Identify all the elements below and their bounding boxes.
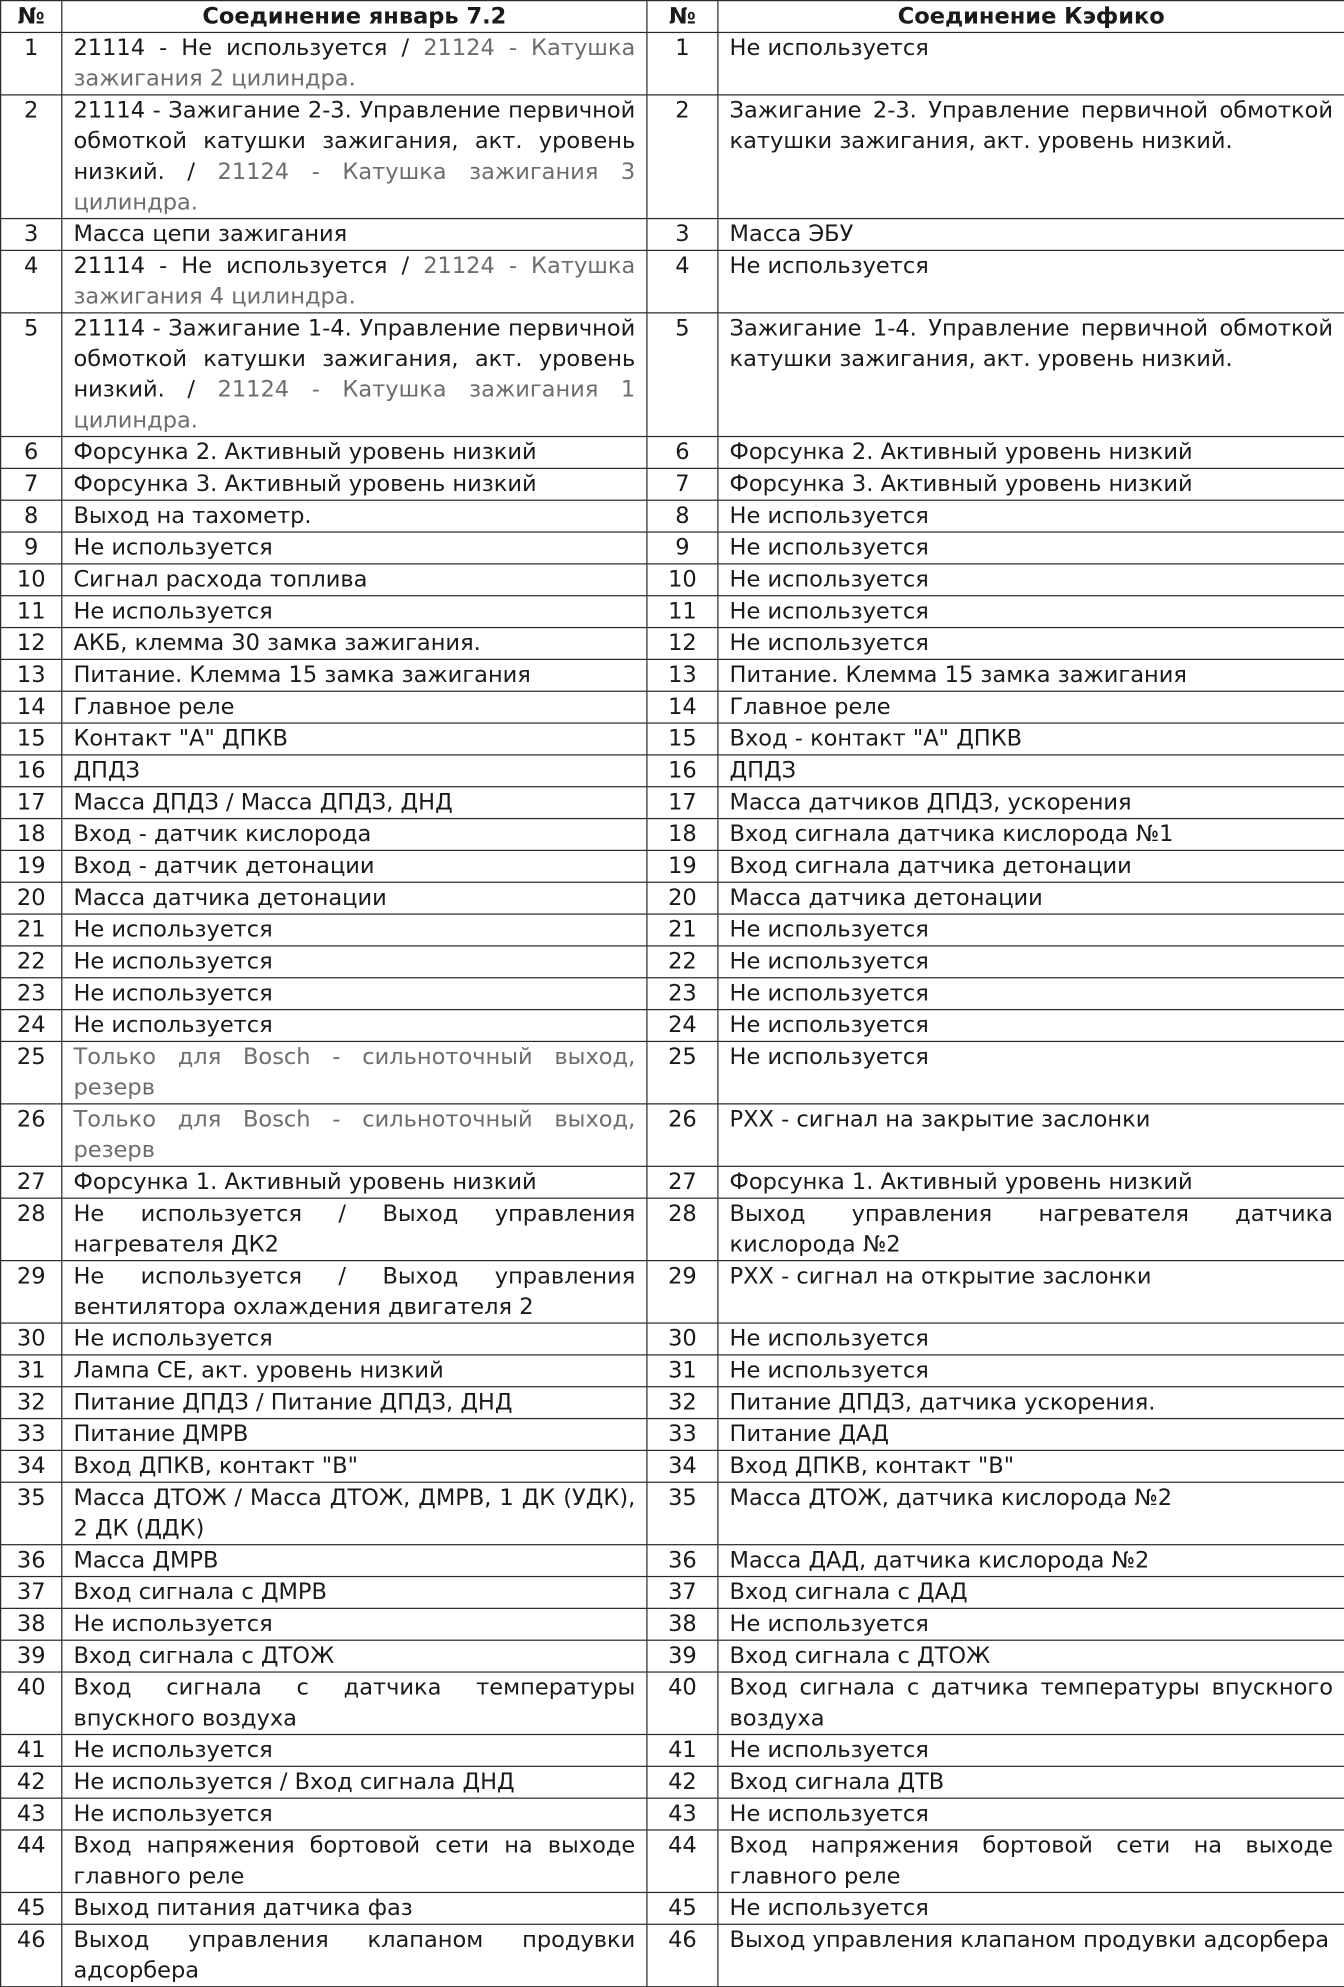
table-row <box>1 1608 1344 1640</box>
kefico-connection-description: РХХ - сигнал на открытие заслонки <box>718 1261 1344 1323</box>
pin-number-january: 24 <box>1 1010 62 1042</box>
description-text: Не используется <box>73 598 273 625</box>
table-row <box>1 313 1344 437</box>
header-num-left: № <box>1 1 62 33</box>
january-connection-description <box>62 564 647 596</box>
january-connection-description <box>62 313 647 437</box>
kefico-connection-description: Не используется <box>718 1798 1344 1830</box>
kefico-connection-description: Не используется <box>718 1734 1344 1766</box>
kefico-connection-description: Масса ДТОЖ, датчика кислорода №2 <box>718 1482 1344 1544</box>
table-row <box>1 1104 1344 1166</box>
pin-number-kefico: 36 <box>647 1545 718 1577</box>
table-row <box>1 914 1344 946</box>
pin-number-kefico: 3 <box>647 219 718 251</box>
description-text: Выход на тахометр. <box>73 503 312 529</box>
table-row <box>1 1450 1344 1482</box>
pin-number-kefico: 18 <box>647 819 718 851</box>
pin-number-kefico: 21 <box>647 914 718 946</box>
january-connection-description <box>62 1198 647 1260</box>
kefico-connection-description: Питание. Клемма 15 замка зажигания <box>718 659 1344 691</box>
pin-number-january: 16 <box>1 755 62 787</box>
table-row <box>1 1924 1344 1986</box>
description-text: 21114 - Не используется / <box>73 253 424 280</box>
description-text: Не используется <box>73 980 273 1007</box>
pin-number-kefico: 6 <box>647 437 718 469</box>
pin-number-kefico: 24 <box>647 1010 718 1042</box>
january-connection-description <box>62 978 647 1010</box>
variant-note-text: Только для Bosch - сильноточный выход, резерв <box>73 1106 636 1164</box>
variant-note-text: 21124 - Катушка зажигания 3 цилиндра. <box>73 159 636 216</box>
kefico-connection-description: Форсунка 3. Активный уровень низкий <box>718 468 1344 500</box>
table-row <box>1 882 1344 914</box>
january-connection-description <box>62 659 647 691</box>
description-text: Масса ДМРВ <box>73 1547 219 1574</box>
kefico-connection-description: Не используется <box>718 1041 1344 1103</box>
january-connection-description <box>62 1419 647 1451</box>
pin-number-kefico: 13 <box>647 659 718 691</box>
january-connection-description <box>62 219 647 251</box>
pin-number-january: 43 <box>1 1798 62 1830</box>
table-row <box>1 1419 1344 1451</box>
pin-number-kefico: 10 <box>647 564 718 596</box>
description-text: Не используется <box>73 948 273 975</box>
january-connection-description <box>62 1798 647 1830</box>
january-connection-description <box>62 532 647 564</box>
pin-number-kefico: 7 <box>647 468 718 500</box>
pin-number-january: 40 <box>1 1672 62 1734</box>
table-row <box>1 1261 1344 1323</box>
description-text: 21114 - Не используется / <box>73 35 424 62</box>
january-connection-description <box>62 596 647 628</box>
pin-number-january: 28 <box>1 1198 62 1260</box>
description-text: Масса датчика детонации <box>73 885 387 912</box>
january-connection-description <box>62 628 647 660</box>
table-row <box>1 1387 1344 1419</box>
january-connection-description <box>62 1166 647 1198</box>
kefico-connection-description: ДПДЗ <box>718 755 1344 787</box>
pin-number-january: 42 <box>1 1766 62 1798</box>
january-connection-description <box>62 95 647 219</box>
table-row <box>1 1166 1344 1198</box>
description-text: Вход сигнала с ДТОЖ <box>73 1643 335 1669</box>
pin-number-january: 18 <box>1 819 62 851</box>
pin-number-kefico: 45 <box>647 1892 718 1924</box>
january-connection-description <box>62 1482 647 1544</box>
description-text: Вход сигнала с датчика температуры впускного воздуха <box>73 1675 636 1732</box>
january-connection-description <box>62 1766 647 1798</box>
table-row <box>1 946 1344 978</box>
pin-number-kefico: 41 <box>647 1734 718 1766</box>
table-row <box>1 978 1344 1010</box>
january-connection-description <box>62 1924 647 1986</box>
description-text: Вход сигнала с ДМРВ <box>73 1579 327 1606</box>
pin-number-kefico: 34 <box>647 1450 718 1482</box>
pin-number-kefico: 31 <box>647 1355 718 1387</box>
january-connection-description <box>62 755 647 787</box>
kefico-connection-description: Питание ДПДЗ, датчика ускорения. <box>718 1387 1344 1419</box>
pin-number-kefico: 11 <box>647 596 718 628</box>
pin-number-january: 2 <box>1 95 62 219</box>
kefico-connection-description: Питание ДАД <box>718 1419 1344 1451</box>
table-row <box>1 1798 1344 1830</box>
table-row <box>1 32 1344 94</box>
table-row <box>1 659 1344 691</box>
kefico-connection-description: Выход управления нагревателя датчика кислорода №2 <box>718 1198 1344 1260</box>
description-text: Питание ДПДЗ / Питание ДПДЗ, ДНД <box>73 1389 513 1416</box>
pin-number-january: 37 <box>1 1577 62 1609</box>
kefico-connection-description: Не используется <box>718 532 1344 564</box>
kefico-connection-description: Зажигание 2-3. Управление первичной обмоткой катушки зажигания, акт. уровень низкий. <box>718 95 1344 219</box>
january-connection-description <box>62 787 647 819</box>
january-connection-description <box>62 1450 647 1482</box>
kefico-connection-description: Вход - контакт "А" ДПКВ <box>718 723 1344 755</box>
table-row <box>1 95 1344 219</box>
pin-number-january: 39 <box>1 1640 62 1672</box>
pin-number-january: 27 <box>1 1166 62 1198</box>
january-connection-description <box>62 946 647 978</box>
pin-number-kefico: 40 <box>647 1672 718 1734</box>
pin-number-kefico: 9 <box>647 532 718 564</box>
description-text: Форсунка 2. Активный уровень низкий <box>73 439 537 466</box>
pin-number-january: 26 <box>1 1104 62 1166</box>
kefico-connection-description: Вход сигнала с датчика температуры впускного воздуха <box>718 1672 1344 1734</box>
pin-number-january: 22 <box>1 946 62 978</box>
pin-number-kefico: 22 <box>647 946 718 978</box>
january-connection-description <box>62 819 647 851</box>
kefico-connection-description: Не используется <box>718 596 1344 628</box>
table-row <box>1 596 1344 628</box>
kefico-connection-description: Вход ДПКВ, контакт "В" <box>718 1450 1344 1482</box>
table-row <box>1 1734 1344 1766</box>
january-connection-description <box>62 1323 647 1355</box>
pin-number-january: 14 <box>1 691 62 723</box>
description-text: Питание. Клемма 15 замка зажигания <box>73 662 531 689</box>
table-row <box>1 1672 1344 1734</box>
description-text: Выход питания датчика фаз <box>73 1895 413 1922</box>
description-text: Форсунка 3. Активный уровень низкий <box>73 471 537 498</box>
january-connection-description <box>62 437 647 469</box>
pin-number-kefico: 23 <box>647 978 718 1010</box>
pin-number-january: 36 <box>1 1545 62 1577</box>
table-row <box>1 755 1344 787</box>
pin-number-kefico: 27 <box>647 1166 718 1198</box>
january-connection-description <box>62 723 647 755</box>
table-row <box>1 628 1344 660</box>
description-text: Не используется <box>73 1326 273 1352</box>
pin-number-january: 35 <box>1 1482 62 1544</box>
pin-number-kefico: 1 <box>647 32 718 94</box>
description-text: Не используется <box>73 1737 273 1764</box>
header-row <box>1 1 1344 33</box>
pin-number-kefico: 20 <box>647 882 718 914</box>
variant-note-text: 21124 - Катушка зажигания 4 цилиндра. <box>73 253 636 310</box>
description-text: Лампа CE, акт. уровень низкий <box>73 1357 444 1384</box>
kefico-connection-description: Масса ЭБУ <box>718 219 1344 251</box>
kefico-connection-description: Не используется <box>718 564 1344 596</box>
table-row <box>1 1482 1344 1544</box>
description-text: Вход - датчик детонации <box>73 853 375 880</box>
kefico-connection-description: Не используется <box>718 32 1344 94</box>
pin-number-january: 3 <box>1 219 62 251</box>
kefico-connection-description: Зажигание 1-4. Управление первичной обмоткой катушки зажигания, акт. уровень низкий. <box>718 313 1344 437</box>
kefico-connection-description: Не используется <box>718 1323 1344 1355</box>
table-row <box>1 787 1344 819</box>
pin-number-january: 15 <box>1 723 62 755</box>
pin-number-kefico: 8 <box>647 500 718 532</box>
pin-number-january: 20 <box>1 882 62 914</box>
january-connection-description <box>62 882 647 914</box>
table-row <box>1 1041 1344 1103</box>
pin-number-january: 44 <box>1 1830 62 1892</box>
pin-number-january: 13 <box>1 659 62 691</box>
pin-number-january: 32 <box>1 1387 62 1419</box>
pin-number-january: 38 <box>1 1608 62 1640</box>
kefico-connection-description: Вход сигнала ДТВ <box>718 1766 1344 1798</box>
pin-number-january: 4 <box>1 250 62 312</box>
kefico-connection-description: Форсунка 2. Активный уровень низкий <box>718 437 1344 469</box>
pin-number-january: 41 <box>1 1734 62 1766</box>
kefico-connection-description: Масса ДАД, датчика кислорода №2 <box>718 1545 1344 1577</box>
pin-number-january: 21 <box>1 914 62 946</box>
january-connection-description <box>62 850 647 882</box>
january-connection-description <box>62 1104 647 1166</box>
kefico-connection-description: Не используется <box>718 1355 1344 1387</box>
kefico-connection-description: Выход управления клапаном продувки адсорбера <box>718 1924 1344 1986</box>
description-text: Не используется / Вход сигнала ДНД <box>73 1769 515 1796</box>
variant-note-text: 21124 - Катушка зажигания 1 цилиндра. <box>73 377 636 434</box>
description-text: ДПДЗ <box>73 757 140 784</box>
table-row <box>1 564 1344 596</box>
pin-number-kefico: 12 <box>647 628 718 660</box>
table-row <box>1 1577 1344 1609</box>
description-text: Не используется <box>73 1611 273 1638</box>
pin-number-january: 25 <box>1 1041 62 1103</box>
description-text: Не используется <box>73 917 273 943</box>
pin-number-january: 33 <box>1 1419 62 1451</box>
kefico-connection-description: Не используется <box>718 628 1344 660</box>
january-connection-description <box>62 1830 647 1892</box>
kefico-connection-description: Вход сигнала датчика кислорода №1 <box>718 819 1344 851</box>
pin-number-january: 7 <box>1 468 62 500</box>
header-title-left: Соединение январь 7.2 <box>62 1 647 33</box>
table-row <box>1 219 1344 251</box>
pin-number-kefico: 46 <box>647 1924 718 1986</box>
pin-number-january: 1 <box>1 32 62 94</box>
january-connection-description <box>62 1010 647 1042</box>
header-title-right: Соединение Кэфико <box>718 1 1344 33</box>
description-text: Не используется / Выход управления нагревателя ДК2 <box>73 1201 636 1258</box>
pin-number-kefico: 39 <box>647 1640 718 1672</box>
description-text: Не используется <box>73 1801 273 1827</box>
table-body <box>1 32 1344 1986</box>
table-row <box>1 723 1344 755</box>
description-text: Контакт "А" ДПКВ <box>73 726 288 752</box>
pin-number-january: 5 <box>1 313 62 437</box>
kefico-connection-description: Вход напряжения бортовой сети на выходе главного реле <box>718 1830 1344 1892</box>
table-row <box>1 1355 1344 1387</box>
january-connection-description <box>62 914 647 946</box>
kefico-connection-description: Вход сигнала с ДТОЖ <box>718 1640 1344 1672</box>
table-row <box>1 532 1344 564</box>
january-connection-description <box>62 1608 647 1640</box>
table-row <box>1 691 1344 723</box>
pin-number-kefico: 32 <box>647 1387 718 1419</box>
description-text: Главное реле <box>73 694 235 720</box>
kefico-connection-description: Главное реле <box>718 691 1344 723</box>
kefico-connection-description: Масса датчика детонации <box>718 882 1344 914</box>
pin-number-january: 45 <box>1 1892 62 1924</box>
description-text: Сигнал расхода топлива <box>73 566 368 593</box>
pin-number-january: 11 <box>1 596 62 628</box>
pin-number-kefico: 4 <box>647 250 718 312</box>
kefico-connection-description: Не используется <box>718 1608 1344 1640</box>
description-text: Масса ДПДЗ / Масса ДПДЗ, ДНД <box>73 789 453 816</box>
description-text: Питание ДМРВ <box>73 1421 249 1448</box>
january-connection-description <box>62 1640 647 1672</box>
january-connection-description <box>62 1041 647 1103</box>
pin-number-january: 17 <box>1 787 62 819</box>
kefico-connection-description: Форсунка 1. Активный уровень низкий <box>718 1166 1344 1198</box>
pin-number-january: 23 <box>1 978 62 1010</box>
pin-number-january: 31 <box>1 1355 62 1387</box>
table-row <box>1 250 1344 312</box>
pin-number-kefico: 38 <box>647 1608 718 1640</box>
table-row <box>1 1830 1344 1892</box>
pin-number-kefico: 2 <box>647 95 718 219</box>
table-row <box>1 500 1344 532</box>
table-row <box>1 1323 1344 1355</box>
kefico-connection-description: Масса датчиков ДПДЗ, ускорения <box>718 787 1344 819</box>
kefico-connection-description: Не используется <box>718 946 1344 978</box>
pin-number-kefico: 15 <box>647 723 718 755</box>
kefico-connection-description: Не используется <box>718 978 1344 1010</box>
description-text: Форсунка 1. Активный уровень низкий <box>73 1169 537 1196</box>
description-text: Вход - датчик кислорода <box>73 821 372 848</box>
table-row <box>1 1198 1344 1260</box>
pin-number-kefico: 28 <box>647 1198 718 1260</box>
description-text: Вход напряжения бортовой сети на выходе главного реле <box>73 1833 636 1890</box>
january-connection-description <box>62 1387 647 1419</box>
pin-number-kefico: 35 <box>647 1482 718 1544</box>
pin-number-kefico: 17 <box>647 787 718 819</box>
kefico-connection-description: Не используется <box>718 250 1344 312</box>
table-row <box>1 850 1344 882</box>
pin-number-kefico: 16 <box>647 755 718 787</box>
table-row <box>1 468 1344 500</box>
kefico-connection-description: Не используется <box>718 1892 1344 1924</box>
pin-number-kefico: 44 <box>647 1830 718 1892</box>
pin-number-kefico: 42 <box>647 1766 718 1798</box>
pin-number-january: 10 <box>1 564 62 596</box>
pin-number-kefico: 5 <box>647 313 718 437</box>
pin-number-kefico: 14 <box>647 691 718 723</box>
description-text: Не используется <box>73 535 273 561</box>
kefico-connection-description: Не используется <box>718 1010 1344 1042</box>
kefico-connection-description: Вход сигнала датчика детонации <box>718 850 1344 882</box>
pin-number-january: 29 <box>1 1261 62 1323</box>
description-text: АКБ, клемма 30 замка зажигания. <box>73 630 481 657</box>
january-connection-description <box>62 1577 647 1609</box>
pin-number-kefico: 29 <box>647 1261 718 1323</box>
table-row <box>1 819 1344 851</box>
pin-number-january: 46 <box>1 1924 62 1986</box>
january-connection-description <box>62 691 647 723</box>
pin-number-january: 19 <box>1 850 62 882</box>
january-connection-description <box>62 250 647 312</box>
january-connection-description <box>62 1672 647 1734</box>
table-row <box>1 1766 1344 1798</box>
kefico-connection-description: РХХ - сигнал на закрытие заслонки <box>718 1104 1344 1166</box>
pin-number-january: 34 <box>1 1450 62 1482</box>
january-connection-description <box>62 468 647 500</box>
description-text: Не используется / Выход управления вентилятора охлаждения двигателя 2 <box>73 1263 636 1320</box>
variant-note-text: 21124 - Катушка зажигания 2 цилиндра. <box>73 35 636 92</box>
pin-number-january: 12 <box>1 628 62 660</box>
description-text: 21114 - Зажигание 1-4. Управление первичной обмоткой катушки зажигания, акт. уровень низкий. / <box>73 315 636 403</box>
pin-number-kefico: 37 <box>647 1577 718 1609</box>
pin-number-kefico: 25 <box>647 1041 718 1103</box>
table-row <box>1 437 1344 469</box>
pin-number-january: 9 <box>1 532 62 564</box>
description-text: Вход ДПКВ, контакт "В" <box>73 1453 358 1480</box>
january-connection-description <box>62 1734 647 1766</box>
pin-number-kefico: 26 <box>647 1104 718 1166</box>
table-row <box>1 1010 1344 1042</box>
description-text: Выход управления клапаном продувки адсорбера <box>73 1927 636 1984</box>
january-connection-description <box>62 1355 647 1387</box>
description-text: Масса цепи зажигания <box>73 221 348 248</box>
description-text: Масса ДТОЖ / Масса ДТОЖ, ДМРВ, 1 ДК (УДК), 2 ДК (ДДК) <box>73 1485 636 1542</box>
pin-number-january: 30 <box>1 1323 62 1355</box>
description-text: Не используется <box>73 1012 273 1039</box>
pin-number-kefico: 33 <box>647 1419 718 1451</box>
january-connection-description <box>62 500 647 532</box>
kefico-connection-description: Не используется <box>718 914 1344 946</box>
january-connection-description <box>62 1545 647 1577</box>
january-connection-description <box>62 32 647 94</box>
table-row <box>1 1640 1344 1672</box>
pin-number-january: 8 <box>1 500 62 532</box>
pin-number-january: 6 <box>1 437 62 469</box>
kefico-connection-description: Не используется <box>718 500 1344 532</box>
description-text: 21114 - Зажигание 2-3. Управление первичной обмоткой катушки зажигания, акт. уровень низкий. / <box>73 97 636 185</box>
pin-number-kefico: 30 <box>647 1323 718 1355</box>
header-num-right: № <box>647 1 718 33</box>
pin-number-kefico: 43 <box>647 1798 718 1830</box>
pin-number-kefico: 19 <box>647 850 718 882</box>
january-connection-description <box>62 1261 647 1323</box>
kefico-connection-description: Вход сигнала с ДАД <box>718 1577 1344 1609</box>
table-row <box>1 1545 1344 1577</box>
variant-note-text: Только для Bosch - сильноточный выход, резерв <box>73 1044 636 1101</box>
